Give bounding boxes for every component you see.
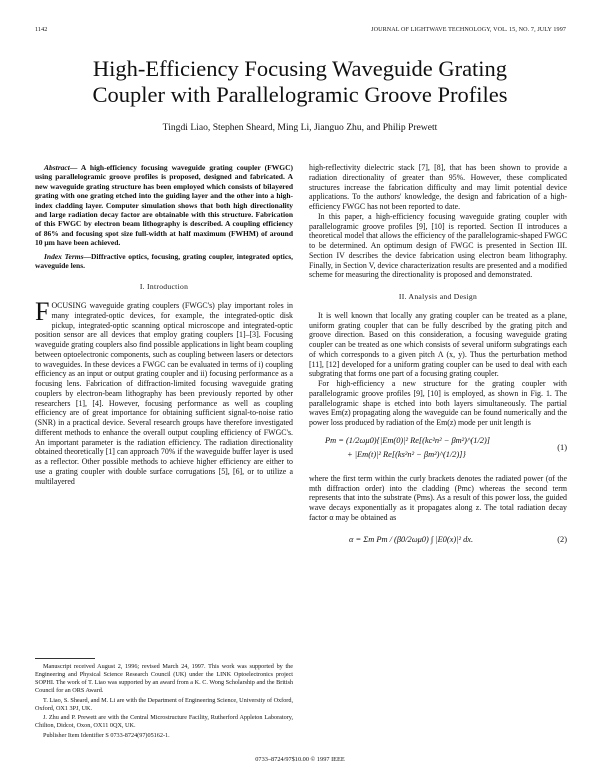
footnote-rule [35,658,95,659]
paragraph-radiated-power: where the first term within the curly brackets denotes the radiated power (of the mth diffraction order) into the cladding (Pmc) whereas the second term represents that into the substrate (Pms). As a result of this power loss, the guided wave decays exponentially as it propagates along z. The total radiation decay factor α may be obtained as [309,473,567,522]
paragraph-structure: For high-efficiency a new structure for the grating coupler with parallelogramic groove profiles [9], [10] is employed, as shown in Fig. 1. The parallelogramic shape is etched into both layers simultaneously. The partial waves Em(z) propagating along the waveguide can be found numerically and the power loss produced by radiation of the Em(z) mode per unit length is [309,379,567,427]
abstract-text: A high-efficiency focusing waveguide grating coupler (FWGC) using parallelogramic groove profiles is proposed, designed and fabricated. A new waveguide grating structure has been employed which consists of bilayered grating with one grating etched into the guiding layer and the other into a high-index cladding layer. Computer simulation shows that both high directionality and large radiation decay factor are obtainable with this structure. Fabrication of this FWGC by electron beam lithography is described. A coupling efficiency of 86% and focusing spot size full-width at half maximum (FWHM) of around 10 μm have been achieved. [35,163,293,248]
equation-2-body: α = Σm Pm / (β0/2ωμ0) ∫ |E0(x)|² dx. [349,534,474,544]
equation-1 [309,434,567,468]
abstract [35,163,293,248]
equation-2 [309,529,567,555]
footnote-affiliation-2: J. Zhu and P. Prewett are with the Central Microstructure Facility, Rutherford Appleton Laboratory, Chilton, Didcot, Oxon, OX11 0QX, UK. [35,714,293,730]
index-terms-lead: Index Terms— [44,251,91,261]
title-line-1: High-Efficiency Focusing Waveguide Grating [92,56,508,81]
footnote-manuscript: Manuscript received August 2, 1996; revised March 24, 1997. This work was supported by the Engineering and Physical Science Research Council (UK) under the LINK Optoelectronics project SOPHI. The work of T. Liao was supported by an award from a K. C. Wong Scholarship and the British Council for an ORS Award. [35,663,293,694]
paragraph-continued: high-reflectivity dielectric stack [7], [8], that has been shown to provide a radiation directionality of greater than 95%. However, these complicated structures increase the fabrication difficulty and may limit potential device applications. To the authors' knowledge, the design and fabrication of a high-efficiency FWGC has not been reported to date. [309,163,567,211]
copyright-footer: 0733–8724/97$10.00 © 1997 IEEE [255,756,345,763]
section-heading-analysis: II. Analysis and Design [398,292,478,301]
intro-paragraph [35,297,293,486]
abstract-lead: Abstract— [44,163,78,172]
index-terms [35,252,293,271]
equation-1-line-1: Pm = (1/2ωμ0){|Em(0)|² Re[(kc²n² − βm²)^(1/2)] [325,435,491,445]
right-column [309,163,567,561]
page-number: 1142 [35,27,48,33]
title-line-2: Coupler with Parallelogramic Groove Profiles [92,82,508,107]
paper-title [30,56,570,108]
equation-1-line-2: + |Em(t)|² Re[(ks²n² − βm²)^(1/2)]} [347,449,466,459]
index-terms-text: Diffractive optics, focusing, grating coupler, integrated optics, waveguide lens. [35,251,294,271]
intro-text: OCUSING waveguide grating couplers (FWGC's) play important roles in many integrated-optic devices, for example, the integrated-optic disk pickup, integrated-optic scanning optical microscope and integrated-optic position sensor are all devices that employ grating couplers [1]–[3]. Focusing waveguide grating couplers also find possible applications in light beam coupling between optoelectronic components, such as coupling between lasers or detectors to waveguides. In these devices a FWGC can be evaluated in terms of i) coupling efficiency as an input or output grating coupler and ii) focusing performance as a focusing lens. Fabrication of diffraction-limited focusing waveguide grating couplers by electron-beam lithography has been previously reported by other researchers [1], [4]. However, focusing performance as well as coupling efficiency are of great importance for obtaining sufficient signal-to-noise ratio (SNR) in a practical device. Several research groups have therefore investigated different methods to enhance the overall output coupling efficiency of FWGC's. An important parameter is the radiation efficiency. The radiation directionality obtained theoretically [1] can approach 70% if the waveguide buffer layer is used as a reflector. Other possible methods to achieve higher efficiency are either to use a grating coupler with double surface corrugations [5], [6], or to utilize a multilayered [35,301,293,486]
footnote-publisher-id: Publisher Item Identifier S 0733-8724(97)05162-1. [43,732,170,740]
equation-1-number: (1) [557,442,567,452]
equation-1-body [325,434,490,462]
section-heading-introduction: I. Introduction [139,282,189,292]
equation-2-number: (2) [557,534,567,544]
footnotes [35,658,293,742]
author-list: Tingdi Liao, Stephen Sheard, Ming Li, Jianguo Zhu, and Philip Prewett [162,122,438,133]
paragraph-local-grating: It is well known that locally any grating coupler can be treated as a plane, uniform grating coupler that can be fully described by the grating pitch and groove direction. Based on this consideration, a focusing waveguide grating coupler can be treated as one which consists of several uniform subgratings each of which corresponds to a given pitch Λ (x, y). Thus the perturbation method [11], [12] developed for a uniform grating coupler can be used to deal with each subgrating that forms one part of a focusing grating coupler. [309,310,567,379]
left-column [35,163,293,486]
drop-cap: F [35,297,50,327]
running-header: JOURNAL OF LIGHTWAVE TECHNOLOGY, VOL. 15, NO. 7, JULY 1997 [371,27,566,33]
paragraph-outline: In this paper, a high-efficiency focusing waveguide grating coupler with parallelogramic groove profiles [9], [10] is reported. Section II introduces a theoretical model that allows the efficiency of the parallelogramic-shaped FWGC to be determined. An optimum design of FWGC is presented in Section III. Section IV describes the device fabrication using electron beam lithography. Finally, in Section V, device characterization results are presented and a modified scheme for measuring the directionality is proposed and demonstrated. [309,211,567,280]
footnote-affiliation-1: T. Liao, S. Sheard, and M. Li are with the Department of Engineering Science, University of Oxford, Oxford, OX1 3PJ, UK. [35,696,293,712]
